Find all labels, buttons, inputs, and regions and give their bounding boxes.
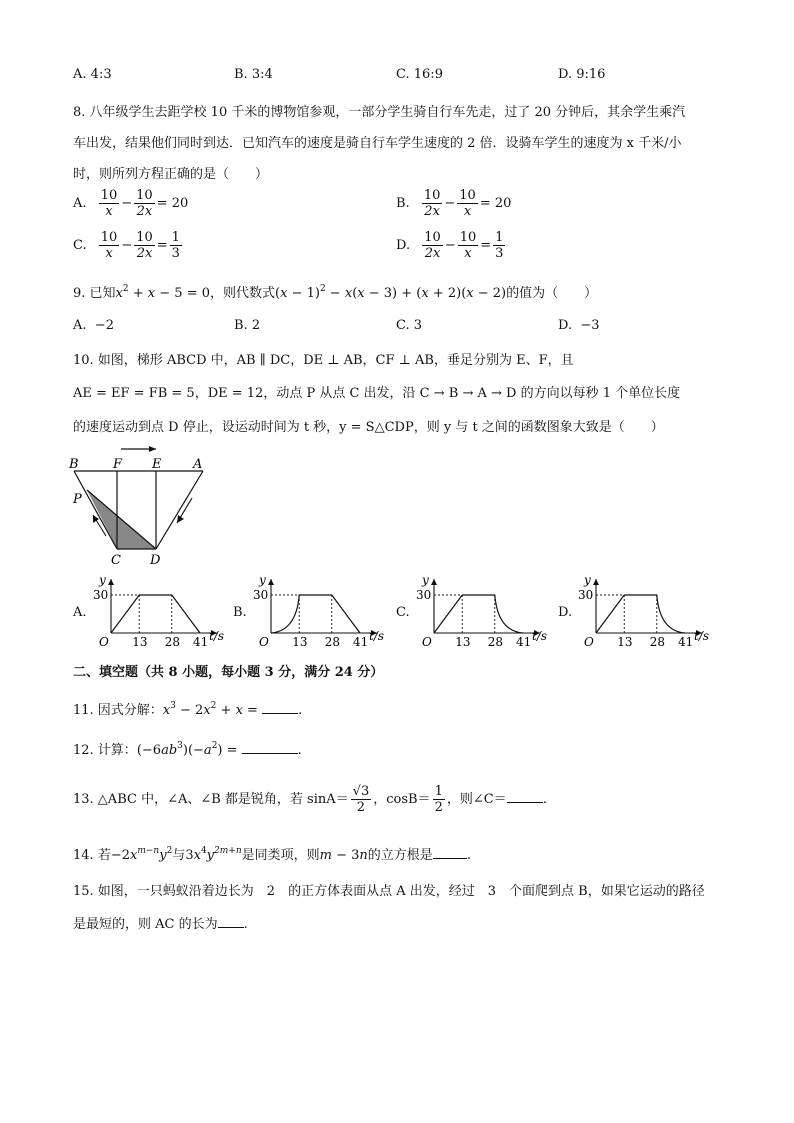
tick-label-13: 13 xyxy=(132,635,148,649)
x-axis-label: t/s xyxy=(532,629,548,643)
x-axis-label: t/s xyxy=(369,629,385,643)
q9-option-c[interactable]: C. 3 xyxy=(396,318,423,333)
q7-option-b[interactable]: B. 3:4 xyxy=(234,67,273,82)
origin-label: O xyxy=(259,635,269,649)
y-axis-label: y xyxy=(99,573,106,587)
origin-label: O xyxy=(584,635,594,649)
y-axis-arrow xyxy=(108,579,114,585)
q8-stem-line1: 8. 八年级学生去距学校 10 千米的博物馆参观，一部分学生骑自行车先走，过了 20 分钟后，其余学生乘汽 xyxy=(73,105,686,120)
tick-label-28: 28 xyxy=(324,635,341,649)
q13-answer-blank[interactable] xyxy=(507,790,543,803)
graph-option-letter: B. xyxy=(233,605,247,620)
question-11: 11. 因式分解：$x^3 - 2x^2 + x$ = . xyxy=(73,701,303,718)
label-c: C xyxy=(111,553,121,568)
y-axis-label: y xyxy=(422,573,429,587)
tick-label-30: 30 xyxy=(578,588,594,602)
y-t-curve xyxy=(271,595,360,633)
y-axis-arrow xyxy=(431,579,437,585)
label-f: F xyxy=(113,457,123,472)
origin-label: O xyxy=(99,635,109,649)
trapezoid-figure xyxy=(66,440,216,570)
graph-option-letter: C. xyxy=(396,605,410,620)
section-2-heading: 二、填空题（共 8 小题，每小题 3 分，满分 24 分） xyxy=(73,665,384,680)
x-axis-label: t/s xyxy=(694,629,710,643)
label-d: D xyxy=(150,553,161,568)
q12-answer-blank[interactable] xyxy=(242,741,298,754)
question-14: 14. 若$-2x^{m-n}y^2$与$3x^4y^{2m+n}$是同类项，则m − 3n的立方根是 . xyxy=(73,846,471,863)
q10-stem-line3: 的速度运动到点 D 停止，设运动时间为 t 秒，y = S△CDP，则 y 与 t 之间的函数图象大致是（ ） xyxy=(73,420,664,435)
origin-label: O xyxy=(422,635,432,649)
label-b: B xyxy=(69,457,79,472)
graph-option-letter: A. xyxy=(73,605,87,620)
q14-answer-blank[interactable] xyxy=(433,846,467,859)
tick-label-30: 30 xyxy=(93,588,109,602)
tick-label-30: 30 xyxy=(416,588,432,602)
q9-stem: 9. 已知$x^2 + x - 5 = 0$，则代数式$(x - 1)^2 - x(x - 3) + (x + 2)(x - 2)$的值为（ ） xyxy=(73,284,598,301)
tick-label-13: 13 xyxy=(455,635,471,649)
y-axis-label: y xyxy=(259,573,266,587)
tick-label-13: 13 xyxy=(292,635,308,649)
q15-answer-blank[interactable] xyxy=(218,915,244,928)
q10-stem-line2: AE = EF = FB = 5，DE = 12，动点 P 从点 C 出发，沿 C → B → A → D 的方向以每秒 1 个单位长度 xyxy=(73,386,681,401)
q7-option-a[interactable]: A. 4:3 xyxy=(73,67,112,82)
y-t-curve xyxy=(434,595,523,633)
q8-option-a[interactable]: A. $\frac{10}{x}$ − $\frac{10}{2x}$ = 20 xyxy=(73,188,189,219)
label-e: E xyxy=(152,457,162,472)
q10-stem-line1: 10. 如图，梯形 ABCD 中，AB ∥ DC，DE ⊥ AB，CF ⊥ AB，垂足分别为 E、F，且 xyxy=(73,353,574,368)
question-13: 13. △ABC 中，∠A、∠B 都是锐角，若 sinA＝ $\frac{√3}{2}$ ，cosB＝ $\frac{1}{2}$ ，则∠C＝ . xyxy=(73,784,547,815)
q7-option-d[interactable]: D. 9:16 xyxy=(558,67,606,82)
y-t-curve xyxy=(596,595,685,633)
q15-line1: 15. 如图，一只蚂蚁沿着边长为 2 的正方体表面从点 A 出发，经过 3 个面爬到点 B，如果它运动的路径 xyxy=(73,884,705,899)
graph-svg xyxy=(89,573,229,653)
graph-option-letter: D. xyxy=(558,605,573,620)
tick-label-41: 41 xyxy=(516,635,532,649)
tick-label-41: 41 xyxy=(678,635,694,649)
label-a: A xyxy=(193,457,203,472)
question-12: 12. 计算：$(-6ab^3)(-a^2)$ = . xyxy=(73,741,302,758)
tick-label-41: 41 xyxy=(193,635,209,649)
q15-line2: 是最短的，则 AC 的长为 . xyxy=(73,917,248,932)
y-axis-arrow xyxy=(593,579,599,585)
label-p: P xyxy=(73,492,82,507)
q7-option-c[interactable]: C. 16:9 xyxy=(396,67,443,82)
tick-label-13: 13 xyxy=(617,635,633,649)
y-axis-arrow xyxy=(268,579,274,585)
q9-option-a[interactable]: A. −2 xyxy=(73,318,114,333)
graph-svg xyxy=(249,573,389,653)
tick-label-30: 30 xyxy=(253,588,269,602)
graph-svg xyxy=(412,573,552,653)
tick-label-28: 28 xyxy=(649,635,666,649)
tick-label-28: 28 xyxy=(164,635,181,649)
q9-option-d[interactable]: D. −3 xyxy=(558,318,600,333)
tick-label-28: 28 xyxy=(487,635,504,649)
q8-option-d[interactable]: D. $\frac{10}{2x}$ − $\frac{10}{x}$ = $\frac{1}{3}$ xyxy=(396,230,504,261)
x-axis-label: t/s xyxy=(209,629,225,643)
q11-answer-blank[interactable] xyxy=(262,701,298,714)
y-t-curve xyxy=(111,595,200,633)
graph-svg xyxy=(574,573,714,653)
q8-option-c[interactable]: C. $\frac{10}{x}$ − $\frac{10}{2x}$ = $\frac{1}{3}$ xyxy=(73,230,180,261)
q8-option-b[interactable]: B. $\frac{10}{2x}$ − $\frac{10}{x}$ = 20 xyxy=(396,188,512,219)
y-axis-label: y xyxy=(584,573,591,587)
q9-option-b[interactable]: B. 2 xyxy=(234,318,261,333)
q8-stem-line3: 时，则所列方程正确的是（ ） xyxy=(73,167,269,182)
tick-label-41: 41 xyxy=(353,635,369,649)
q8-stem-line2: 车出发，结果他们同时到达．已知汽车的速度是骑自行车学生速度的 2 倍．设骑车学生的速度为 x 千米/小 xyxy=(73,136,682,151)
